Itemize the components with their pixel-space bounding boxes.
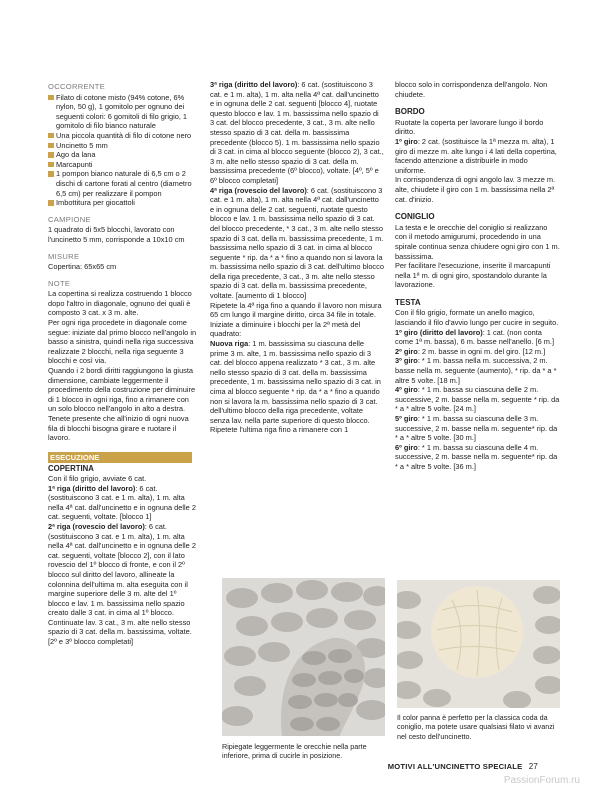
testa-row-text: : 2 m. basse in ogni m. del giro. [12 m.] (417, 346, 546, 356)
nuova-riga-text: : 1 m. bassissima su ciascuna delle prime 3 m. alte, 1 m. bassissima nello spazio di 3 cat. del blocco appena realizzato * 3 cat., 3 m. alte nello stesso spazio di 3 cat. della m. bassissima precedente, 1 m. bassissima nello spazio di 3 cat. in cima al blocco seguente * rip. da * a * fino a quando non si lavora la m. bassissima nello spazio di 3 cat. dell'ultimo blocco della riga precedente, voltate senza lav. nella parte superiore di questo blocco. (210, 339, 381, 425)
bordo-giro-1-text: : 2 cat. (sostituisce la 1ª mezza m. alta), 1 giro di mezze m. alte lungo i 4 lati della copertina, facendo attenzione a distribuirle in modo uniforme. (395, 136, 557, 175)
riga-3 (210, 80, 384, 186)
testa-row (395, 347, 560, 357)
misure-text: Copertina: 65x65 cm (48, 262, 117, 272)
testa-intro: Con il filo grigio, formate un anello magico, lasciando il filo d'avvio lungo per cucire in seguito. (395, 308, 559, 328)
testa-row-label: 4º giro (395, 385, 418, 395)
riga-3-label: 3ª riga (diritto del lavoro) (210, 80, 298, 89)
riga-3-text: : 6 cat. (sostituiscono 3 cat. e 1 m. alta), 1 m. alta nella 4ª cat. dall'uncinetto e in ognuna delle 2 cat. seguenti [blocco 4], ruotate questo blocco e lav. 1 m. bassissima nello spazio di 3 cat. del blocco precedente, 3 cat., 3 m. alte nello stesso spazio di 3 cat. della m. bassissima precedente (blocco 5). 1 m. bassissima nello spazio di 3 cat. in cima al blocco seguente (blocco 2), 3 cat., 3 m. alte nello stesso spazio di 3 cat. della m. bassissima precedente (6º blocco), voltate. [4º, 5º e 6º blocco completati] (210, 80, 384, 185)
riga-2-label: 2ª riga (rovescio del lavoro) (48, 521, 145, 531)
note-paragraph: Per ogni riga procedete in diagonale come segue: iniziate dal primo blocco nell'angolo in basso a sinistra, quindi nella riga successiva realizzate 2 blocchi, nella riga seguente 3 blocchi e così via. (48, 318, 197, 366)
photo-grey-crochet-ears (222, 578, 385, 736)
testa-row (395, 356, 560, 385)
section-title-note: NOTE (48, 278, 71, 288)
material-item: Marcapunti (48, 160, 198, 170)
column-3 (395, 80, 560, 472)
photo-pompon-tail (397, 580, 560, 708)
testa-row-label: 3º giro (395, 356, 418, 366)
bordo-giro-1-label: 1º giro (395, 136, 418, 146)
campione-text: 1 quadrato di 5x5 blocchi, lavorato con l'uncinetto 5 mm, corrisponde a 10x10 cm (48, 225, 185, 244)
crochet-ears-illustration (222, 578, 385, 736)
coniglio-heading: CONIGLIO (395, 212, 435, 222)
testa-row-text: : * 1 m. bassa nella m. successiva, 2 m. basse nella m. seguente (aumento), * rip. da * a * altre 5 volte. [18 m.] (395, 356, 557, 385)
material-item: Ago da lana (48, 150, 198, 160)
pompon-illustration (397, 580, 560, 708)
section-title-occorrente: OCCORRENTE (48, 82, 106, 91)
riga-1-label: 1ª riga (diritto del lavoro) (48, 483, 136, 493)
nuova-riga-label: Nuova riga (210, 339, 249, 349)
note-paragraph: La copertina si realizza costruendo 1 blocco dopo l'altro in diagonale, ognuno dei quali è composto 3 cat. x 3 m. alte. (48, 289, 192, 318)
photo-1-caption: Ripiegate leggermente le orecchie nella parte inferiore, prima di cucirle in posizione. (222, 742, 367, 761)
material-item: Uncinetto 5 mm (48, 141, 198, 151)
riga-4-text: : 6 cat. (sostituiscono 3 cat. e 1 m. alta), 1 m. alta nella 4ª cat. dall'uncinetto e in ognuna delle 2 cat. seguenti, ruotate questo blocco e lav. 1 m. bassissima nello spazio di 3 cat. del blocco precedente, * 3 cat., 3 m. alte nello stesso spazio di 3 cat. della m. bassissima precedente, 1 m. bassissima nello spazio di 3 cat. in cima al blocco seguente * rip. da * a * fino a quando non si lavora la m. bassissima nello spazio di 3 cat. dell'ultimo blocco della riga precedente, 3 cat., 3 m. alte nello stesso spazio di 3 cat. della m. bassissima precedente, voltate. [aumento di 1 blocco] (210, 185, 384, 301)
nuova-riga (210, 339, 384, 425)
note-paragraph: Quando i 2 bordi diritti raggiungono la giusta dimensione, cambiate leggermente il procedimento della costruzione per diminuire di 1 blocco in ogni riga, fino a rimanere con un solo blocco nell'angolo in alto a destra. Tenete presente che all'inizio di ogni nuova fila di blocchi bisogna girare e ruotare il lavoro. (48, 366, 196, 443)
riga-4-label: 4ª riga (rovescio del lavoro) (210, 185, 307, 195)
testa-row (395, 414, 560, 443)
testa-row-text: : * 1 m. bassa su ciascuna delle 3 m. successive, 2 m. basse nella m. seguente* rip. da * a * altre 5 volte. [30 m.] (395, 414, 558, 443)
copertina-heading: COPERTINA (48, 464, 94, 474)
watermark: PassionForum.ru (503, 775, 580, 786)
testa-row-label: 2º giro (395, 346, 418, 356)
materials-list (48, 93, 198, 208)
testa-row-label: 6º giro (395, 442, 418, 452)
section-title-misure: MISURE (48, 251, 80, 261)
testa-row (395, 328, 560, 347)
bordo-intro: Ruotate la coperta per lavorare lungo il bordo diritto. (395, 117, 544, 137)
diminuire-text: Iniziate a diminuire i blocchi per la 2ª metà del quadrato: (210, 319, 361, 339)
column-1 (48, 82, 198, 647)
riga-2-text: : 6 cat. (sostituiscono 3 cat. e 1 m. alta), 1 m. alta nella 4ª cat. dall'uncinetto e in ognuna delle 2 cat. seguenti, voltate [blocco 2], con il lato rovescio del 1º blocco di fronte, e con il 2º blocco sul diritto del lavoro, allineate la colonnina dell'ultima m. alta eseguita con il margine superiore delle 3 m. alte del 1º blocco e lav. 1 m. bassissima nello spazio creato dalle 3 cat. in cima al 1º blocco. Continuate lav. 3 cat., 3 m. alte nello stesso spazio di 3 cat. della m. bassissima, voltate. [2º e 3º blocco completati] (48, 521, 196, 647)
testa-row-text: : * 1 m. bassa su ciascuna delle 2 m. successive, 2 m. basse nella m. seguente * rip. da * a * altre 5 volte. [24 m.] (395, 385, 560, 414)
footer-text (388, 762, 538, 771)
bordo-giro-1 (395, 137, 560, 175)
copertina-intro: Con il filo grigio, avviate 6 cat. (48, 473, 147, 483)
testa-row-label: 5º giro (395, 414, 418, 423)
continued-text: blocco solo in corrispondenza dell'angolo. Non chiudete. (395, 80, 548, 99)
testa-row-label: 1º giro (diritto del lavoro) (395, 327, 483, 337)
column-2 (210, 80, 384, 435)
material-item: Una piccola quantità di filo di cotone nero (48, 131, 198, 141)
ripetete-text: Ripetete la 4ª riga fino a quando il lavoro non misura 65 cm lungo il margine diritto, circa 34 file in totale. (210, 300, 382, 320)
bordo-angolo-text: In corrispondenza di ogni angolo lav. 3 mezze m. alte, chiudete il giro con 1 m. bassissima nella 2ª cat. d'inizio. (395, 175, 556, 204)
riga-2 (48, 522, 198, 647)
testa-row-text: : 1 cat. (non conta come 1ª m. bassa), 6 m. basse nell'anello. [6 m.] (395, 327, 555, 347)
ripetete-2-text: Ripetete l'ultima riga fino a rimanere con 1 (210, 425, 349, 435)
riga-4 (210, 186, 384, 301)
testa-row (395, 385, 560, 414)
material-item: 1 pompon bianco naturale di 6,5 cm o 2 dischi di cartone forati al centro (diametro 6,5 cm) per realizzare il pompon (48, 169, 198, 198)
testa-row-text: : * 1 m. bassa su ciascuna delle 4 m. successive, 2 m. basse nella m. seguente* rip. da * a * altre 5 volte. [36 m.] (395, 442, 558, 471)
section-title-campione: CAMPIONE (48, 214, 91, 224)
testa-heading: TESTA (395, 297, 421, 307)
page-footer (0, 762, 590, 782)
testa-row (395, 443, 560, 472)
riga-1-text: : 6 cat. (sostituiscono 3 cat. e 1 m. alta), 1 m. alta nella 4ª cat. dall'uncinetto e in ognuna delle 2 cat. seguenti, voltate. [blocco 1] (48, 483, 196, 522)
riga-1 (48, 484, 198, 522)
material-item: Filato di cotone misto (94% cotone, 6% nylon, 50 g), 1 gomitolo per ognuno dei seguenti colori: 6 gomitoli di filo grigio, 1 gomitolo di filo bianco naturale (48, 93, 198, 131)
material-item: Imbottitura per giocattoli (48, 198, 198, 208)
coniglio-paragraph: Per facilitare l'esecuzione, inserite il marcapunti nella 1ª m. di ogni giro, spostandolo durante la lavorazione. (395, 261, 551, 290)
esecuzione-heading: ESECUZIONE (48, 452, 192, 464)
photo-2-caption: Il color panna è perfetto per la classica coda da coniglio, ma potete usare qualsiasi filato vi avanzi nel cesto dell'uncinetto. (397, 713, 555, 741)
page-number: 27 (528, 762, 538, 771)
magazine-title: MOTIVI ALL'UNCINETTO SPECIALE (387, 762, 523, 771)
coniglio-paragraph: La testa e le orecchie del coniglio si realizzano con il metodo amigurumi, procedendo in una spirale continua senza chiudere ogni giro con 1 m. bassissima. (395, 222, 560, 261)
bordo-heading: BORDO (395, 107, 425, 117)
